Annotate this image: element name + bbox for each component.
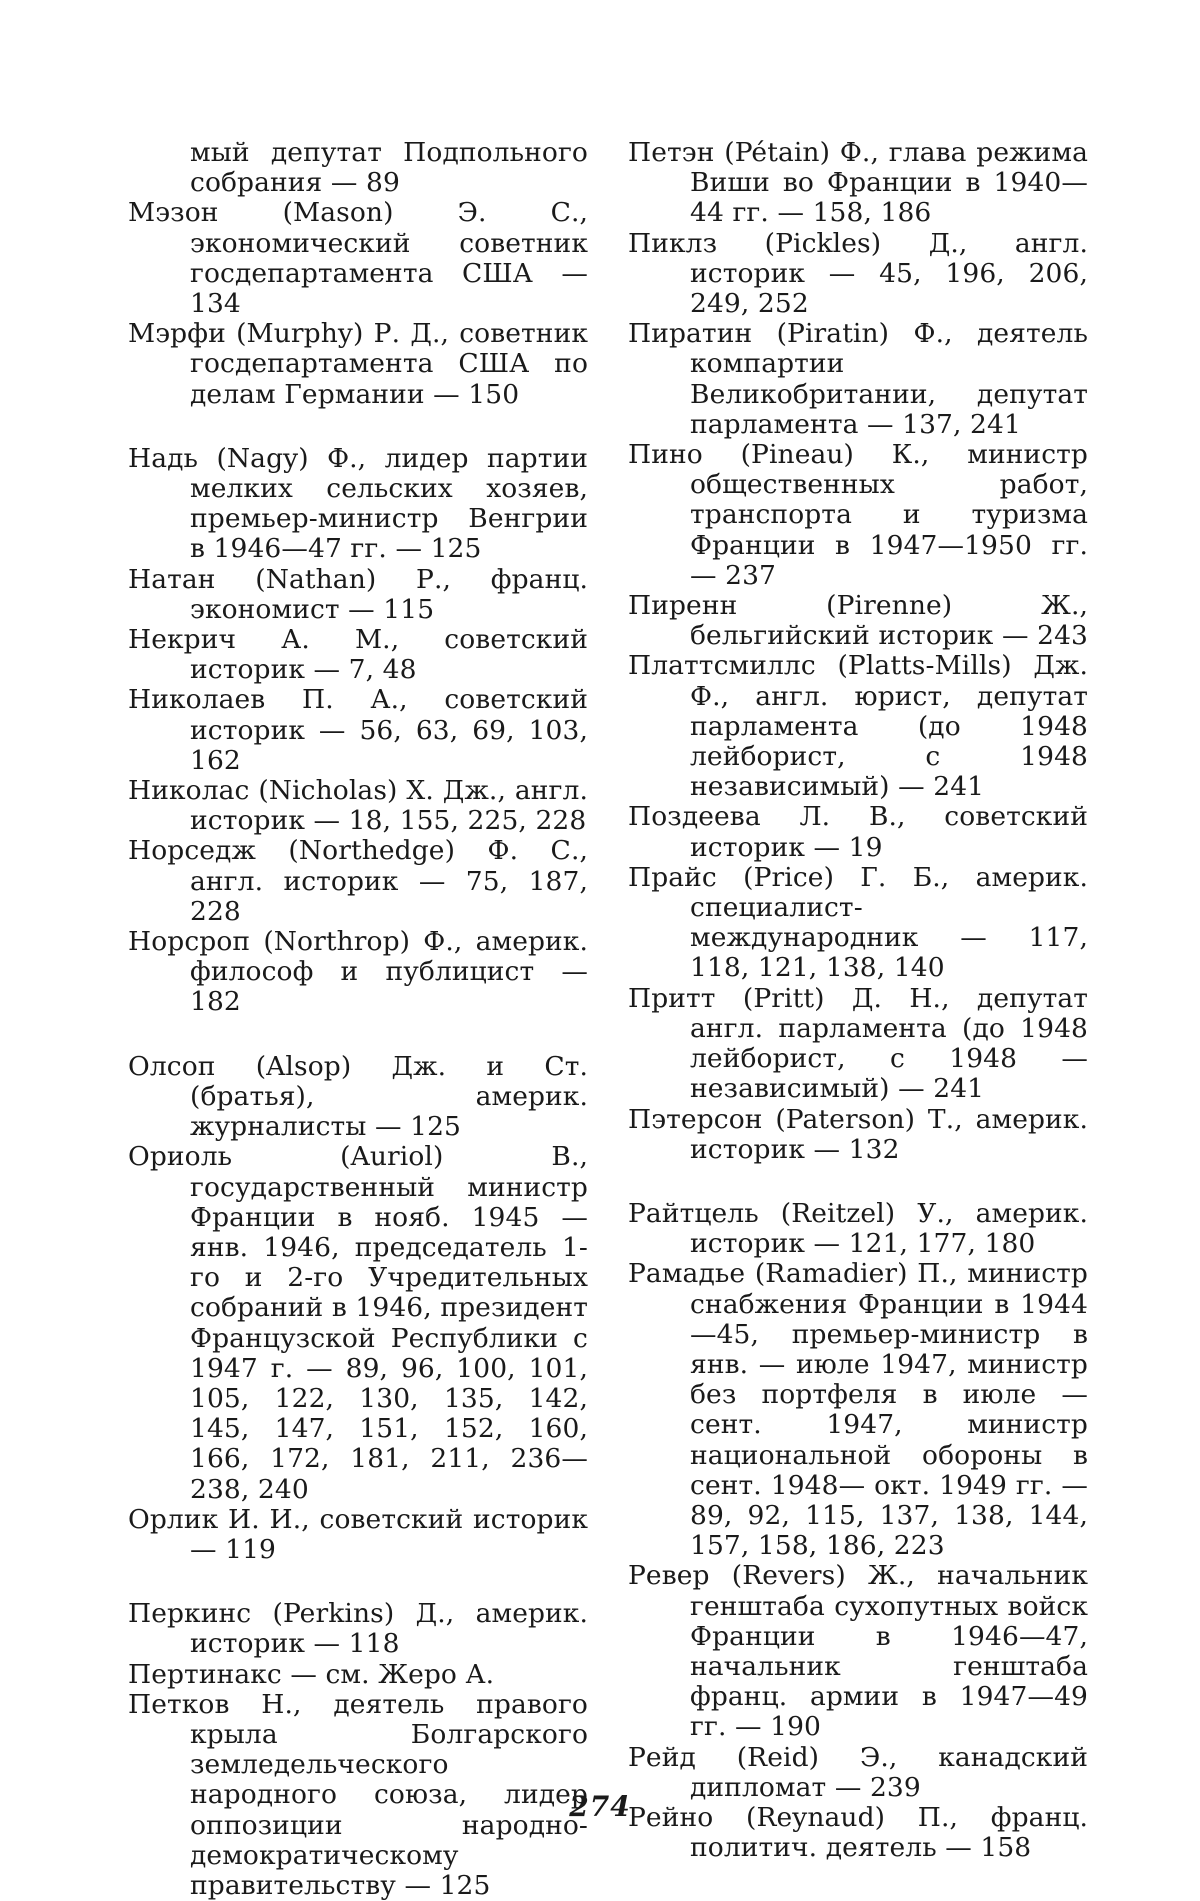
index-entry: Николас (Nicholas) Х. Дж., англ. историк — 18, 155, 225, 228 — [128, 775, 588, 837]
letter-group-gap — [128, 1565, 588, 1599]
index-entry: Пиклз (Pickles) Д., англ. историк — 45, 196, 206, 249, 252 — [628, 227, 1088, 320]
index-entry: Натан (Nathan) Р., франц. экономист — 115 — [128, 563, 588, 625]
index-entry: Олсоп (Alsop) Дж. и Ст. (братья), америк. журналисты — 125 — [128, 1050, 588, 1143]
index-entry: Рейно (Reynaud) П., франц. политич. деятель — 158 — [628, 1801, 1088, 1864]
index-entry: Норсроп (Northrop) Ф., америк. философ и публицист — 182 — [128, 926, 588, 1018]
index-entry: Пэтерсон (Paterson) Т., америк. историк — 132 — [628, 1103, 1088, 1165]
letter-group-gap — [128, 1018, 588, 1052]
index-entry: Притт (Pritt) Д. Н., депутат англ. парламента (до 1948 лейборист, с 1948 — независимый) — 241 — [628, 982, 1088, 1105]
left-column — [128, 138, 588, 1901]
index-entry: Пиренн (Pirenne) Ж., бельгийский историк — 243 — [628, 590, 1088, 652]
index-entry: Петэн (Pétain) Ф., глава режима Виши во Франции в 1940—44 гг. — 158, 186 — [628, 137, 1088, 229]
letter-group-gap — [128, 410, 588, 444]
index-entry: Пино (Pineau) К., министр общественных работ, транспорта и туризма Франции в 1947—1950 гг. — 237 — [628, 439, 1088, 591]
index-entry: Мэрфи (Murphy) Р. Д., советник госдепартамента США по делам Германии — 150 — [128, 318, 588, 410]
right-column — [628, 138, 1088, 1863]
index-entry: Ориоль (Auriol) В., государственный министр Франции в нояб. 1945 — янв. 1946, председатель 1-го и 2-го Учредительных собраний в 1946, президент Французской Республики с 1947 г. — 89, 96, 100, 101, 105, 122, 130, 135, 142, 145, 147, 151, 152, 160, 166, 172, 181, 211, 236—238, 240 — [128, 1141, 588, 1505]
index-entry: Рамадье (Ramadier) П., министр снабжения Франции в 1944—45, премьер-министр в янв. — июле 1947, министр без портфеля в июле — сент. 1947, министр национальной обороны в сент. 1948— окт. 1949 гг. — 89, 92, 115, 137, 138, 144, 157, 158, 186, 223 — [628, 1258, 1088, 1562]
index-entry: Орлик И. И., советский историк — 119 — [128, 1503, 588, 1565]
index-entry: Надь (Nagy) Ф., лидер партии мелких сельских хозяев, премьер-министр Венгрии в 1946—47 гг. — 125 — [128, 442, 588, 565]
index-entry: Мэзон (Mason) Э. С., экономический советник госдепартамента США — 134 — [128, 197, 588, 320]
index-entry: Платтсмиллс (Platts-Mills) Дж. Ф., англ. юрист, депутат парламента (до 1948 лейборист, с 1948 независимый) — 241 — [628, 650, 1088, 803]
index-entry: Рейд (Reid) Э., канадский дипломат — 239 — [628, 1741, 1088, 1803]
page-number: 274 — [569, 1790, 631, 1823]
index-entry: Поздеева Л. В., советский историк — 19 — [628, 801, 1088, 863]
index-entry: Ревер (Revers) Ж., начальник генштаба сухопутных войск Франции в 1946—47, начальник генштаба франц. армии в 1947—49 гг. — 190 — [628, 1560, 1088, 1743]
index-entry: Райтцель (Reitzel) У., америк. историк — 121, 177, 180 — [628, 1197, 1088, 1260]
index-entry: Николаев П. А., советский историк — 56, 63, 69, 103, 162 — [128, 684, 588, 776]
index-entry: Пиратин (Piratin) Ф., деятель компартии Великобритании, депутат парламента — 137, 241 — [628, 318, 1088, 440]
index-entry: Некрич А. М., советский историк — 7, 48 — [128, 624, 588, 686]
index-entry: Петков Н., деятель правого крыла Болгарского земледельческого народного союза, лидер оппозиции народно-демократическому правительству — 125 — [128, 1688, 588, 1901]
index-entry: Перкинс (Perkins) Д., америк. историк — 118 — [128, 1598, 588, 1660]
letter-group-gap — [628, 1165, 1088, 1199]
index-entry: Пертинакс — см. Жеро А. — [128, 1658, 495, 1690]
index-entry: Прайс (Price) Г. Б., америк. специалист-международник — 117, 118, 121, 138, 140 — [628, 861, 1088, 984]
index-entry: мый депутат Подпольного собрания — 89 — [190, 137, 588, 199]
index-entry: Норседж (Northedge) Ф. С., англ. историк — 75, 187, 228 — [128, 835, 588, 927]
